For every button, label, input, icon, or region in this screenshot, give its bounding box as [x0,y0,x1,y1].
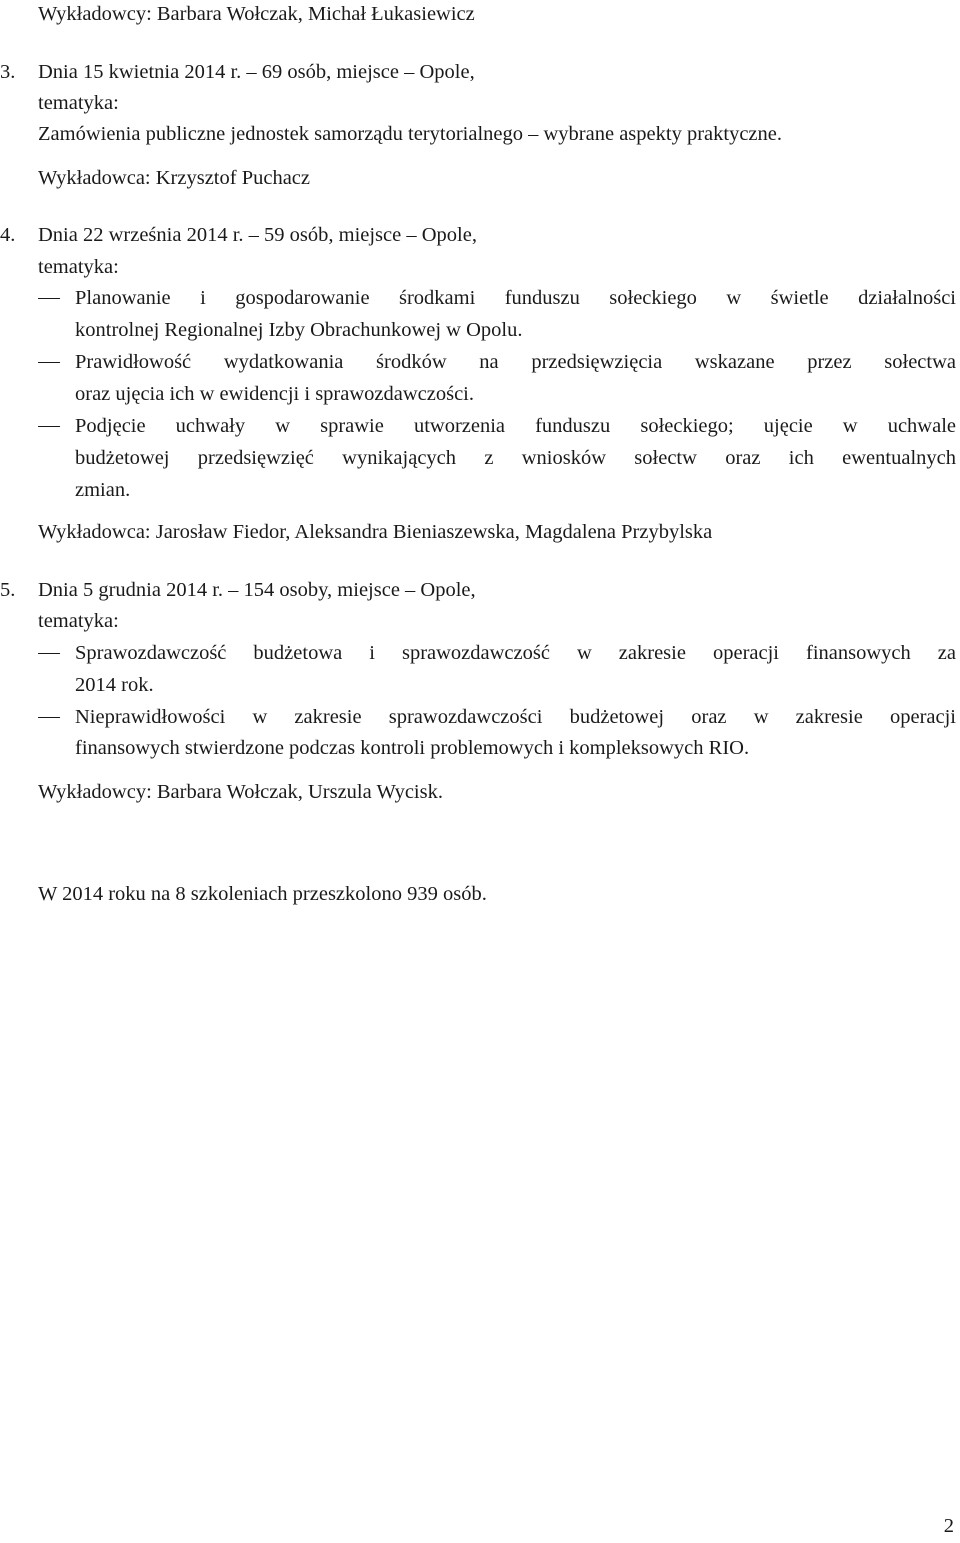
topic-text: Zamówienia publiczne jednostek samorządu terytorialnego – wybrane aspekty praktyczne. [38,123,782,145]
topics-label: tematyka: [38,610,119,632]
dash-bullet [38,717,60,718]
topic-item-line: Podjęcie uchwały w sprawie utworzenia funduszu sołeckiego; ujęcie w uchwale [75,415,956,437]
lecturers-line: Wykładowca: Jarosław Fiedor, Aleksandra Bieniaszewska, Magdalena Przybylska [38,521,713,543]
lecturers-line: Wykładowcy: Barbara Wołczak, Urszula Wycisk. [38,781,443,803]
section-header: Dnia 5 grudnia 2014 r. – 154 osoby, miejsce – Opole, [38,579,476,601]
section-number: 3. [0,61,16,83]
topic-item-line: Planowanie i gospodarowanie środkami funduszu sołeckiego w świetle działalności [75,287,956,309]
dash-bullet [38,362,60,363]
dash-bullet [38,426,60,427]
section-header: Dnia 15 kwietnia 2014 r. – 69 osób, miejsce – Opole, [38,61,475,83]
topic-item-line: Sprawozdawczość budżetowa i sprawozdawczość w zakresie operacji finansowych za [75,642,956,664]
section-number: 5. [0,579,16,601]
topic-item-line: oraz ujęcia ich w ewidencji i sprawozdawczości. [75,383,474,405]
summary-text: W 2014 roku na 8 szkoleniach przeszkolono 939 osób. [38,883,487,905]
topic-item-line: kontrolnej Regionalnej Izby Obrachunkowej w Opolu. [75,319,523,341]
topics-label: tematyka: [38,92,119,114]
topic-item-line: finansowych stwierdzone podczas kontroli problemowych i kompleksowych RIO. [75,737,750,759]
topic-item-line: 2014 rok. [75,674,154,696]
topic-item-line: zmian. [75,479,131,501]
lecturers-line: Wykładowca: Krzysztof Puchacz [38,167,310,189]
topic-item-line: Nieprawidłowości w zakresie sprawozdawczości budżetowej oraz w zakresie operacji [75,706,956,728]
dash-bullet [38,298,60,299]
section-header: Dnia 22 września 2014 r. – 59 osób, miejsce – Opole, [38,224,477,246]
topic-item-line: Prawidłowość wydatkowania środków na przedsięwzięcia wskazane przez sołectwa [75,351,956,373]
lecturers-line: Wykładowcy: Barbara Wołczak, Michał Łukasiewicz [38,3,475,25]
topic-item-line: budżetowej przedsięwzięć wynikających z wniosków sołectw oraz ich ewentualnych [75,447,956,469]
page-number: 2 [943,1515,954,1537]
section-number: 4. [0,224,16,246]
topics-label: tematyka: [38,256,119,278]
dash-bullet [38,653,60,654]
